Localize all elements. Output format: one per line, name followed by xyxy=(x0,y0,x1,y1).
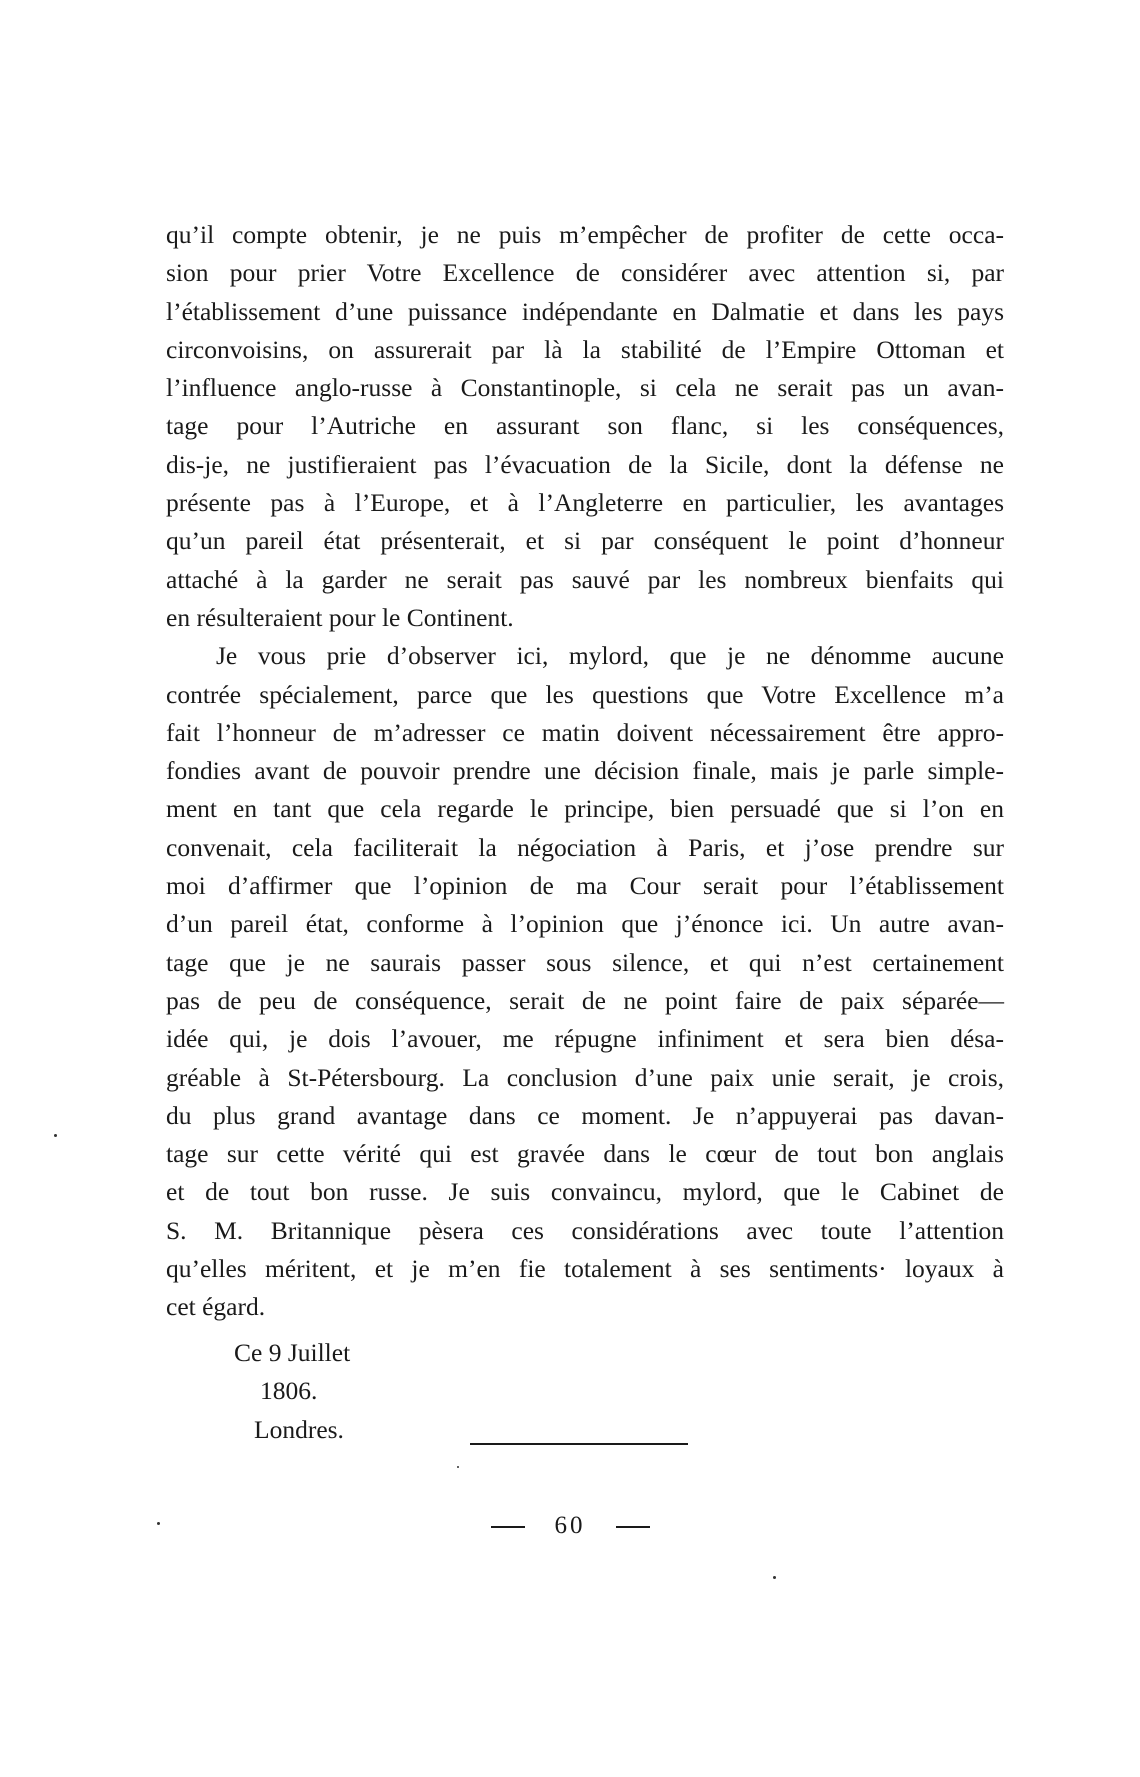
page-number: 60 xyxy=(554,1512,586,1539)
print-speck xyxy=(457,1466,459,1468)
body-line: Je vous prie d’observer ici, mylord, que je ne dénomme aucune xyxy=(216,641,1004,671)
body-line: l’établissement d’une puissance indépendante en Dalmatie et dans les pays xyxy=(166,296,1004,326)
body-line: ment en tant que cela regarde le principe, bien persuadé que si l’on en xyxy=(166,794,1004,824)
body-line: qu’elles méritent, et je m’en fie totalement à ses sentiments· loyaux à xyxy=(166,1254,1004,1284)
dateline-year: 1806. xyxy=(260,1376,318,1405)
print-speck xyxy=(54,1134,57,1137)
body-line: d’un pareil état, conforme à l’opinion que j’énonce ici. Un autre avan- xyxy=(166,909,1004,939)
letter-body xyxy=(166,216,1004,1327)
body-line: tage que je ne saurais passer sous silence, et qui n’est certainement xyxy=(166,947,1004,977)
body-line: qu’un pareil état présenterait, et si par conséquent le point d’honneur xyxy=(166,526,1004,556)
body-line: cet égard. xyxy=(166,1292,266,1322)
body-line: qu’il compte obtenir, je ne puis m’empêcher de profiter de cette occa- xyxy=(166,220,1004,249)
dateline-date: Ce 9 Juillet xyxy=(234,1338,351,1367)
print-speck xyxy=(773,1576,776,1579)
body-line: sion pour prier Votre Excellence de considérer avec attention si, par xyxy=(166,258,1004,288)
body-line: contrée spécialement, parce que les questions que Votre Excellence m’a xyxy=(166,679,1004,709)
body-line: idée qui, je dois l’avouer, me répugne infiniment et sera bien désa- xyxy=(166,1024,1004,1054)
body-line: circonvoisins, on assurerait par là la stabilité de l’Empire Ottoman et xyxy=(166,334,1004,364)
body-line: attaché à la garder ne serait pas sauvé par les nombreux bienfaits qui xyxy=(166,564,1004,594)
body-line: S. M. Britannique pèsera ces considérations avec toute l’attention xyxy=(166,1215,1004,1245)
body-line: du plus grand avantage dans ce moment. Je n’appuyerai pas davan- xyxy=(166,1100,1004,1130)
body-line: pas de peu de conséquence, serait de ne point faire de paix séparée— xyxy=(166,985,1004,1015)
end-rule-divider xyxy=(470,1443,688,1445)
body-line: l’influence anglo-russe à Constantinople, si cela ne serait pas un avan- xyxy=(166,373,1004,403)
body-line: convenait, cela faciliterait la négociation à Paris, et j’ose prendre sur xyxy=(166,832,1004,862)
body-line: et de tout bon russe. Je suis convaincu, mylord, que le Cabinet de xyxy=(166,1177,1004,1207)
body-line: présente pas à l’Europe, et à l’Angleterre en particulier, les avantages xyxy=(166,488,1004,518)
dateline-place: Londres. xyxy=(254,1415,344,1444)
left-dash xyxy=(491,1526,525,1528)
body-line: gréable à St-Pétersbourg. La conclusion d’une paix unie serait, je crois, xyxy=(166,1062,1004,1092)
page-number-footer xyxy=(0,1512,1140,1540)
print-speck xyxy=(157,1522,160,1525)
body-line: tage sur cette vérité qui est gravée dans le cœur de tout bon anglais xyxy=(166,1139,1004,1169)
right-dash xyxy=(616,1526,650,1528)
body-line: fait l’honneur de m’adresser ce matin doivent nécessairement être appro- xyxy=(166,717,1004,747)
body-line: fondies avant de pouvoir prendre une décision finale, mais je parle simple- xyxy=(166,756,1004,786)
body-line: tage pour l’Autriche en assurant son flanc, si les conséquences, xyxy=(166,411,1004,441)
body-line: dis-je, ne justifieraient pas l’évacuation de la Sicile, dont la défense ne xyxy=(166,449,1004,479)
body-line: en résulteraient pour le Continent. xyxy=(166,602,514,632)
body-line: moi d’affirmer que l’opinion de ma Cour serait pour l’établissement xyxy=(166,871,1004,901)
